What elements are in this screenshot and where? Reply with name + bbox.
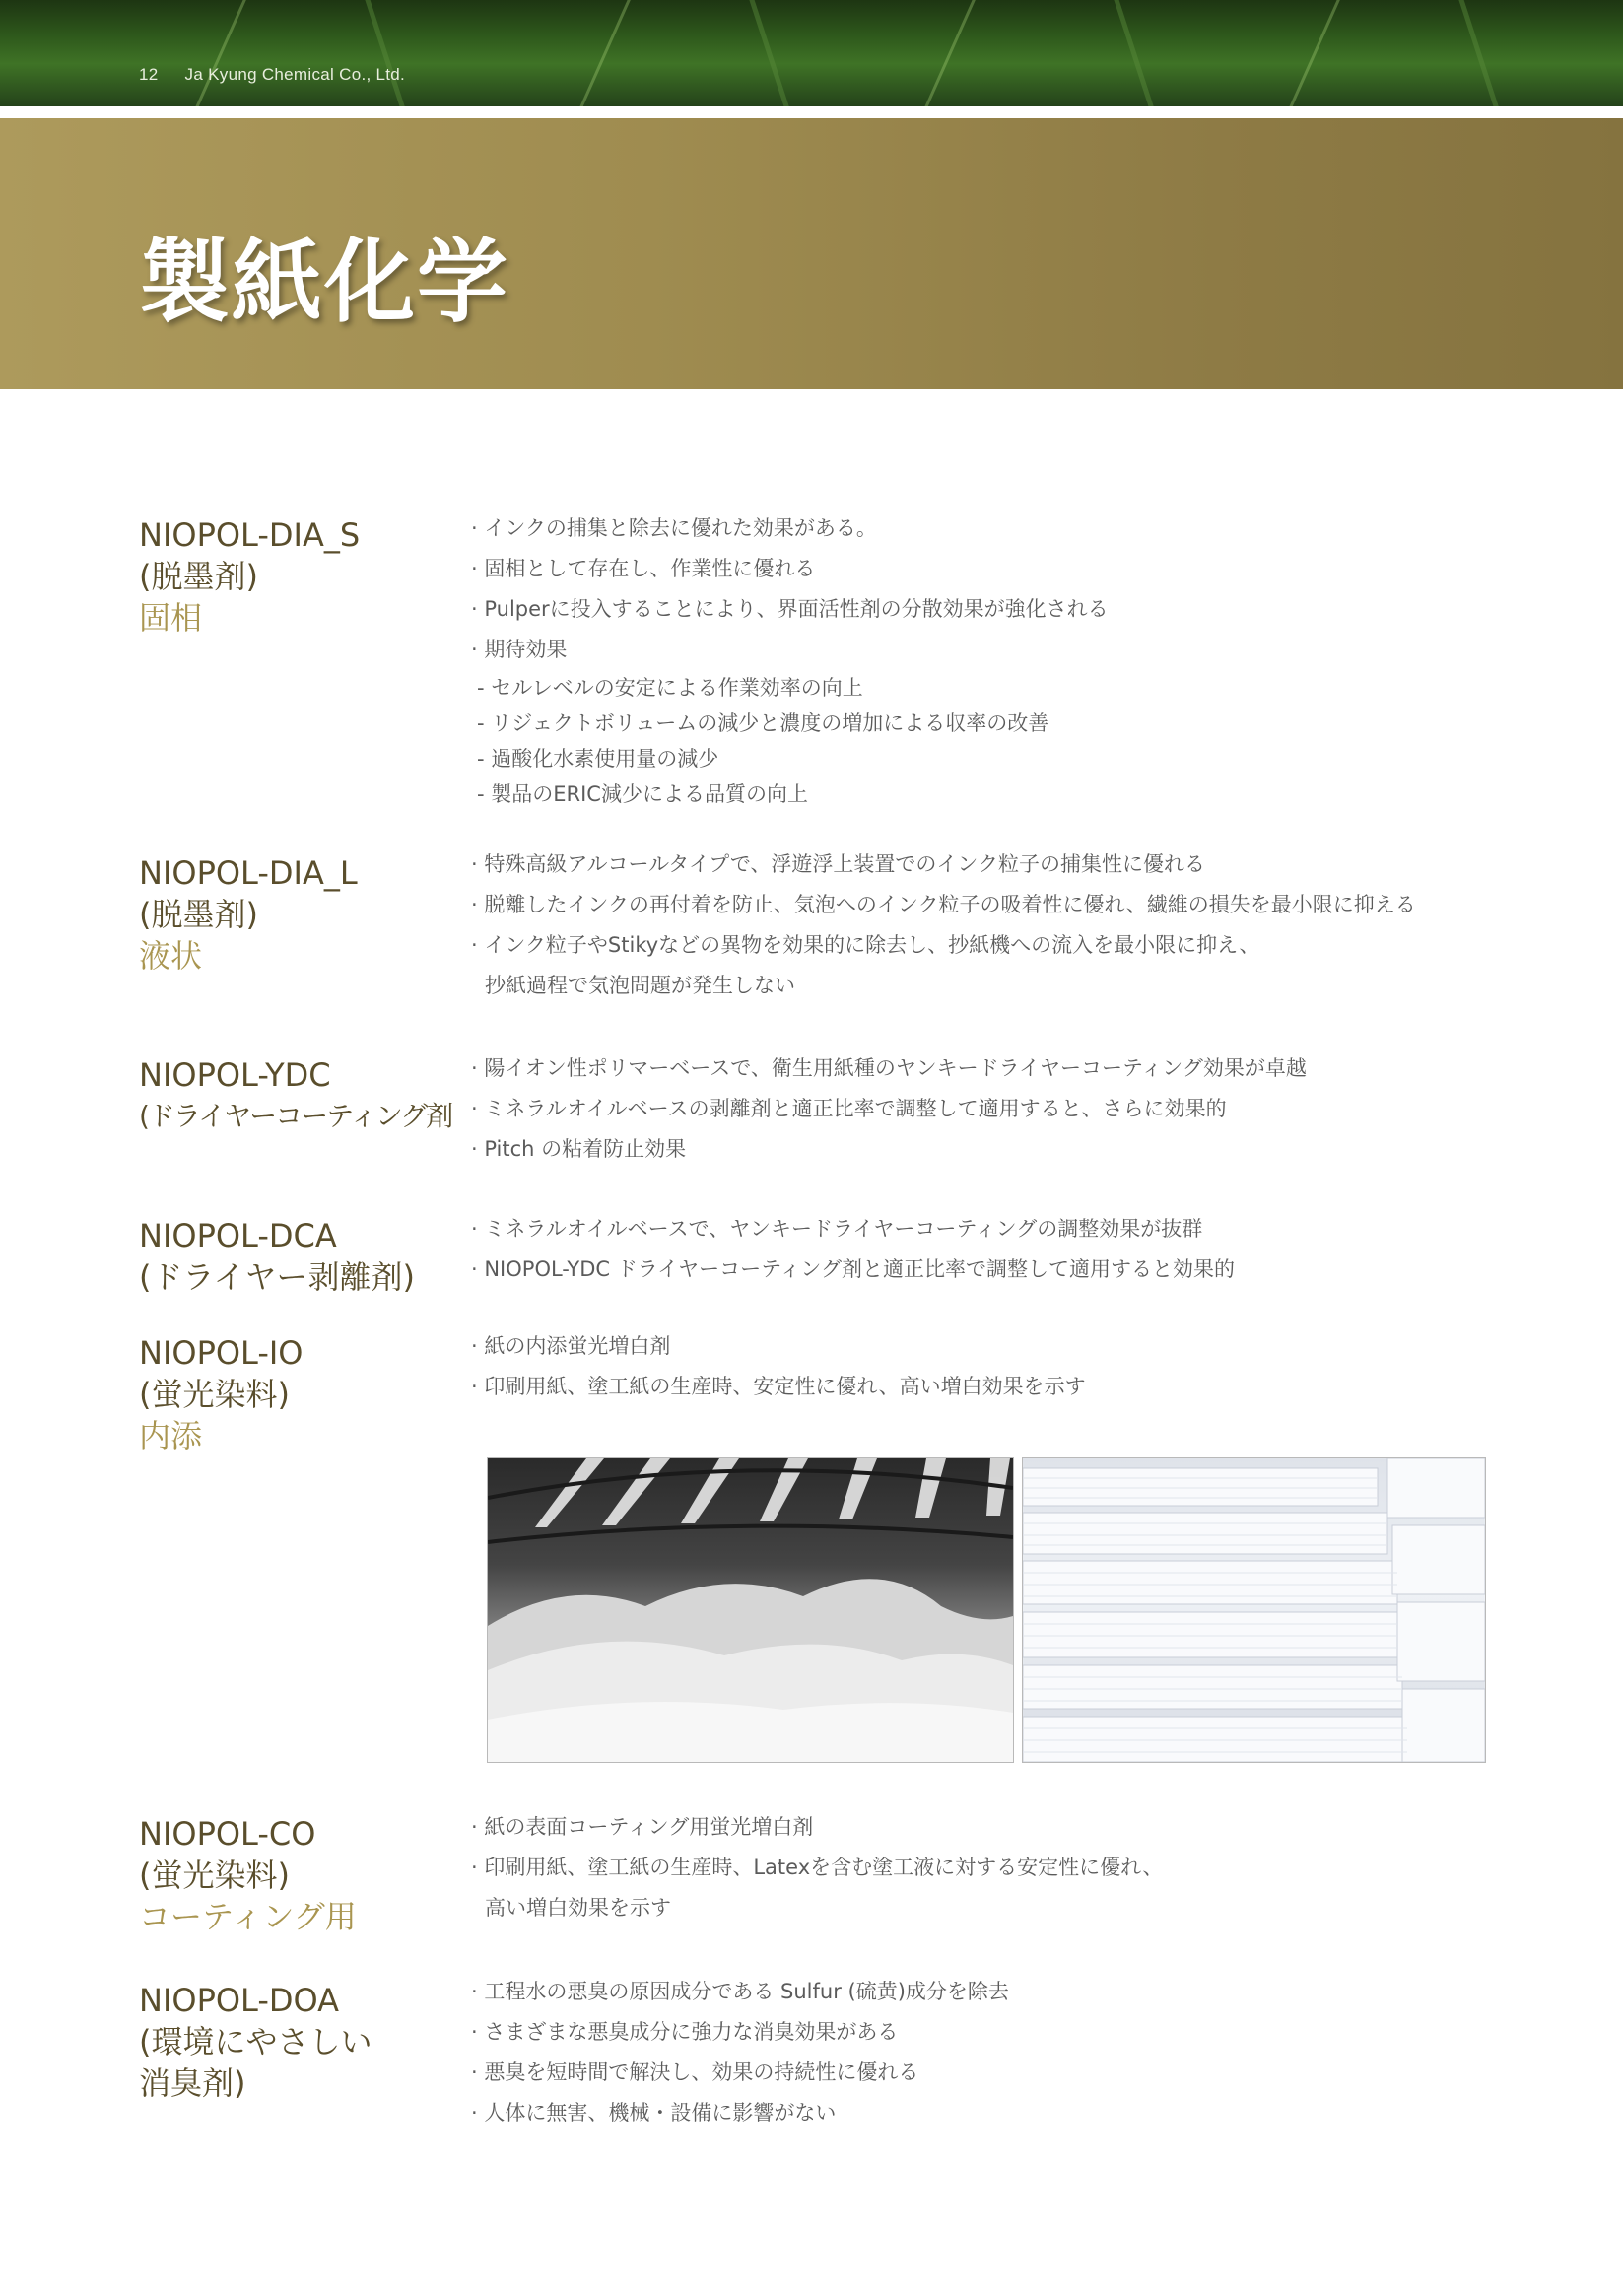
feature-item-continued: 抄紙過程で気泡問題が発生しない (485, 974, 795, 997)
feature-item-continued: 高い増白効果を示す (485, 1896, 671, 1920)
feature-item: · Pitch の粘着防止効果 (471, 1137, 687, 1161)
feature-item: · 特殊高級アルコールタイプで、浮遊浮上装置でのインク粒子の捕集性に優れる (471, 852, 1205, 876)
feature-item: · 印刷用紙、塗工紙の生産時、Latexを含む塗工液に対する安定性に優れ、 (471, 1856, 1164, 1879)
product-name-block (139, 1215, 464, 1298)
product-type: (環境にやさしい (139, 2023, 372, 2060)
feature-item: · さまざまな悪臭成分に強力な消臭効果がある (471, 2020, 899, 2044)
product-type: (蛍光染料) (139, 1857, 290, 1894)
product-name: NIOPOL-DOA (139, 1982, 340, 2019)
product-type-continued: 消臭剤) (139, 2064, 246, 2102)
product-name-block (139, 514, 464, 639)
product-name: NIOPOL-IO (139, 1334, 304, 1372)
header-photo-band (0, 0, 1623, 106)
product-form: 液状 (139, 937, 203, 975)
feature-item: · インク粒子やStikyなどの異物を効果的に除去し、抄紙機への流入を最小限に抑え、 (471, 933, 1260, 957)
paper-stack-photo (1022, 1457, 1486, 1763)
product-name: NIOPOL-CO (139, 1815, 316, 1853)
feature-list (471, 508, 1535, 812)
feature-item: · 紙の表面コーティング用蛍光増白剤 (471, 1815, 814, 1839)
feature-item: · 工程水の悪臭の原因成分である Sulfur (硫黄)成分を除去 (471, 1980, 1009, 2003)
company-name: Ja Kyung Chemical Co., Ltd. (184, 65, 406, 84)
product-name-block (139, 852, 464, 977)
product-type: (脱墨剤) (139, 896, 258, 933)
page-title: 製紙化学 (139, 230, 510, 335)
page-number: 12 (139, 65, 159, 84)
product-name: NIOPOL-YDC (139, 1056, 331, 1094)
product-name-block (139, 1813, 464, 1937)
product-form: 固相 (139, 599, 203, 637)
feature-list (471, 1209, 1535, 1290)
product-form: 内添 (139, 1417, 203, 1454)
product-name-block (139, 1332, 464, 1456)
feature-item: · ミネラルオイルベースで、ヤンキードライヤーコーティングの調整効果が抜群 (471, 1217, 1203, 1241)
feature-list (471, 1326, 1535, 1407)
feature-item: · ミネラルオイルベースの剥離剤と適正比率で調整して適用すると、さらに効果的 (471, 1097, 1227, 1120)
sub-feature-item: - リジェクトボリュームの減少と濃度の増加による収率の改善 (477, 711, 1049, 735)
product-type: (蛍光染料) (139, 1376, 290, 1413)
product-name: NIOPOL-DIA_L (139, 854, 358, 892)
feature-item: · Pulperに投入することにより、界面活性剤の分散効果が強化される (471, 597, 1109, 621)
feature-item: · 陽イオン性ポリマーベースで、衛生用紙種のヤンキードライヤーコーティング効果が卓越 (471, 1056, 1307, 1080)
feature-item: · インクの捕集と除去に優れた効果がある。 (471, 516, 877, 540)
pulp-warehouse-photo (487, 1457, 1014, 1763)
product-type: (脱墨剤) (139, 558, 258, 595)
sub-feature-item: - 製品のERIC減少による品質の向上 (477, 782, 808, 806)
feature-list (471, 1048, 1535, 1170)
page-header (139, 65, 405, 85)
sub-feature-item: - セルレベルの安定による作業効率の向上 (477, 676, 863, 700)
feature-list (471, 844, 1535, 1006)
feature-item: · 悪臭を短時間で解決し、効果の持続性に優れる (471, 2060, 919, 2084)
product-name: NIOPOL-DCA (139, 1217, 337, 1254)
header-divider (0, 106, 1623, 118)
product-name-block (139, 1980, 464, 2104)
feature-item: · 印刷用紙、塗工紙の生産時、安定性に優れ、高い増白効果を示す (471, 1375, 1086, 1398)
feature-item: · 脱離したインクの再付着を防止、気泡へのインク粒子の吸着性に優れ、繊維の損失を最小限に抑える (471, 893, 1416, 916)
feature-item: · 紙の内添蛍光増白剤 (471, 1334, 671, 1358)
sub-feature-item: - 過酸化水素使用量の減少 (477, 747, 719, 771)
product-type: (ドライヤーコーティング剤 (139, 1100, 452, 1132)
feature-list (471, 1807, 1535, 1928)
feature-list (471, 1972, 1535, 2133)
product-type: (ドライヤー剥離剤) (139, 1258, 416, 1296)
feature-item: · 期待効果 (471, 638, 568, 661)
product-form: コーティング用 (139, 1898, 357, 1935)
product-name-block (139, 1054, 464, 1137)
title-band (0, 118, 1623, 389)
feature-item: · 人体に無害、機械・設備に影響がない (471, 2101, 837, 2125)
feature-item: · NIOPOL-YDC ドライヤーコーティング剤と適正比率で調整して適用すると効果的 (471, 1257, 1235, 1281)
feature-item: · 固相として存在し、作業性に優れる (471, 557, 816, 580)
product-photos (487, 1457, 1486, 1763)
product-name: NIOPOL-DIA_S (139, 516, 361, 554)
